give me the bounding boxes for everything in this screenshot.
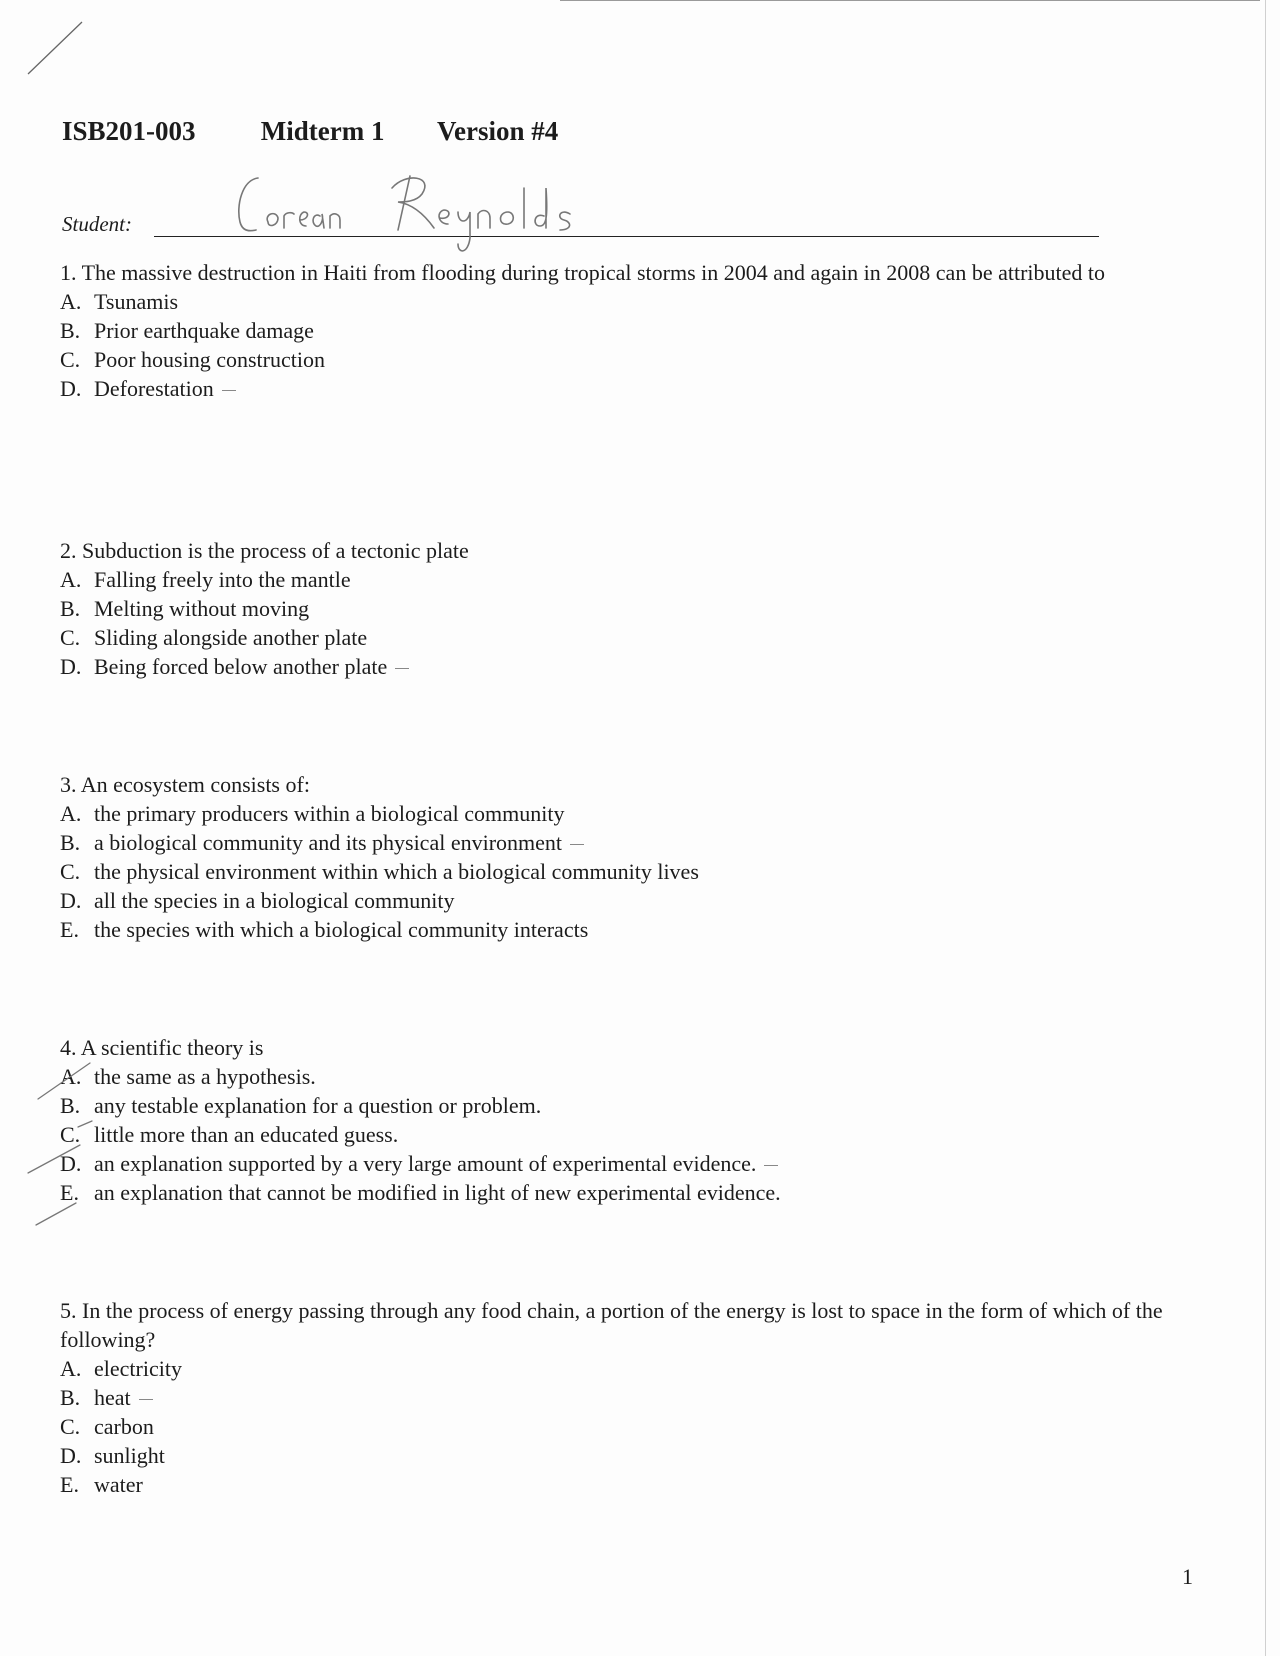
exam-header	[62, 116, 558, 147]
student-name-row	[62, 208, 1102, 248]
student-label: Student:	[62, 212, 132, 236]
option-text: the same as a hypothesis.	[94, 1064, 316, 1089]
question-stem: 4. A scientific theory is	[60, 1035, 264, 1060]
question-3	[60, 770, 1200, 944]
option-letter: D.	[60, 1443, 82, 1468]
pen-mark-icon	[0, 0, 100, 90]
option-text: Tsunamis	[94, 289, 179, 314]
handwritten-signature	[212, 158, 592, 268]
answer-option[interactable]	[60, 1412, 1200, 1441]
option-text: Falling freely into the mantle	[94, 567, 351, 592]
question-4	[60, 1033, 1200, 1207]
answer-option[interactable]	[60, 1149, 1200, 1178]
option-text: Sliding alongside another plate	[94, 625, 368, 650]
option-letter: A.	[60, 289, 82, 314]
answer-options	[60, 1062, 1200, 1207]
answer-option[interactable]	[60, 886, 1200, 915]
course-code: ISB201-003	[62, 116, 196, 146]
option-letter: E.	[60, 1180, 79, 1205]
option-letter: D.	[60, 654, 82, 679]
option-text: the physical environment within which a biological community lives	[94, 859, 699, 884]
option-letter: C.	[60, 1414, 81, 1439]
answer-option[interactable]	[60, 374, 1200, 403]
option-letter: B.	[60, 318, 81, 343]
option-letter: C.	[60, 859, 81, 884]
question-5	[60, 1296, 1200, 1499]
option-letter: B.	[60, 596, 81, 621]
answer-option[interactable]	[60, 345, 1200, 374]
option-text: a biological community and its physical environment	[94, 830, 563, 855]
option-letter: C.	[60, 347, 81, 372]
option-letter: B.	[60, 1385, 81, 1410]
option-text: all the species in a biological community	[94, 888, 455, 913]
option-letter: D.	[60, 376, 82, 401]
option-letter: C.	[60, 1122, 81, 1147]
answer-option[interactable]	[60, 1441, 1200, 1470]
answer-tick-mark	[395, 668, 409, 669]
option-text: any testable explanation for a question or problem.	[94, 1093, 542, 1118]
answer-option[interactable]	[60, 799, 1200, 828]
question-1	[60, 258, 1200, 403]
option-letter: B.	[60, 830, 81, 855]
answer-option[interactable]	[60, 594, 1200, 623]
option-text: the primary producers within a biological community	[94, 801, 565, 826]
answer-tick-mark	[764, 1165, 778, 1166]
question-2	[60, 536, 1200, 681]
answer-option[interactable]	[60, 652, 1200, 681]
right-page-edge	[1265, 0, 1266, 1656]
option-letter: A.	[60, 1064, 82, 1089]
answer-option[interactable]	[60, 623, 1200, 652]
answer-option[interactable]	[60, 1383, 1200, 1412]
answer-option[interactable]	[60, 287, 1200, 316]
option-letter: E.	[60, 1472, 79, 1497]
option-letter: A.	[60, 1356, 82, 1381]
answer-options	[60, 565, 1200, 681]
answer-tick-mark	[222, 390, 236, 391]
answer-option[interactable]	[60, 1178, 1200, 1207]
question-stem: 1. The massive destruction in Haiti from flooding during tropical storms in 2004 and again in 2008 can be attributed to	[60, 260, 1105, 285]
exam-title: Midterm 1	[260, 116, 385, 146]
option-letter: A.	[60, 567, 82, 592]
answer-option[interactable]	[60, 915, 1200, 944]
option-text: Prior earthquake damage	[94, 318, 314, 343]
answer-options	[60, 1354, 1200, 1499]
answer-option[interactable]	[60, 1354, 1200, 1383]
option-letter: A.	[60, 801, 82, 826]
answer-tick-mark	[139, 1399, 153, 1400]
option-letter: E.	[60, 917, 79, 942]
page-number: 1	[1182, 1564, 1193, 1589]
option-text: heat	[94, 1385, 131, 1410]
answer-option[interactable]	[60, 828, 1200, 857]
option-text: the species with which a biological community interacts	[94, 917, 589, 942]
answer-option[interactable]	[60, 565, 1200, 594]
answer-option[interactable]	[60, 316, 1200, 345]
answer-option[interactable]	[60, 1470, 1200, 1499]
option-text: Deforestation	[94, 376, 214, 401]
option-text: water	[94, 1472, 143, 1497]
option-text: little more than an educated guess.	[94, 1122, 399, 1147]
option-letter: D.	[60, 1151, 82, 1176]
option-letter: D.	[60, 888, 82, 913]
question-stem: 3. An ecosystem consists of:	[60, 772, 310, 797]
answer-options	[60, 287, 1200, 403]
answer-option[interactable]	[60, 1120, 1200, 1149]
answer-tick-mark	[570, 844, 584, 845]
answer-option[interactable]	[60, 1062, 1200, 1091]
top-edge-line	[560, 0, 1260, 1]
answer-option[interactable]	[60, 1091, 1200, 1120]
option-text: Melting without moving	[94, 596, 310, 621]
option-text: Poor housing construction	[94, 347, 325, 372]
option-letter: C.	[60, 625, 81, 650]
option-text: electricity	[94, 1356, 182, 1381]
question-stem: 5. In the process of energy passing through any food chain, a portion of the energy is lost to space in the form of which of the following?	[60, 1298, 1163, 1352]
option-text: sunlight	[94, 1443, 165, 1468]
option-text: an explanation supported by a very large amount of experimental evidence.	[94, 1151, 757, 1176]
option-text: carbon	[94, 1414, 154, 1439]
answer-options	[60, 799, 1200, 944]
answer-option[interactable]	[60, 857, 1200, 886]
question-stem: 2. Subduction is the process of a tectonic plate	[60, 538, 469, 563]
option-text: an explanation that cannot be modified in light of new experimental evidence.	[94, 1180, 781, 1205]
exam-version: Version #4	[437, 116, 559, 146]
option-letter: B.	[60, 1093, 81, 1118]
option-text: Being forced below another plate	[94, 654, 388, 679]
